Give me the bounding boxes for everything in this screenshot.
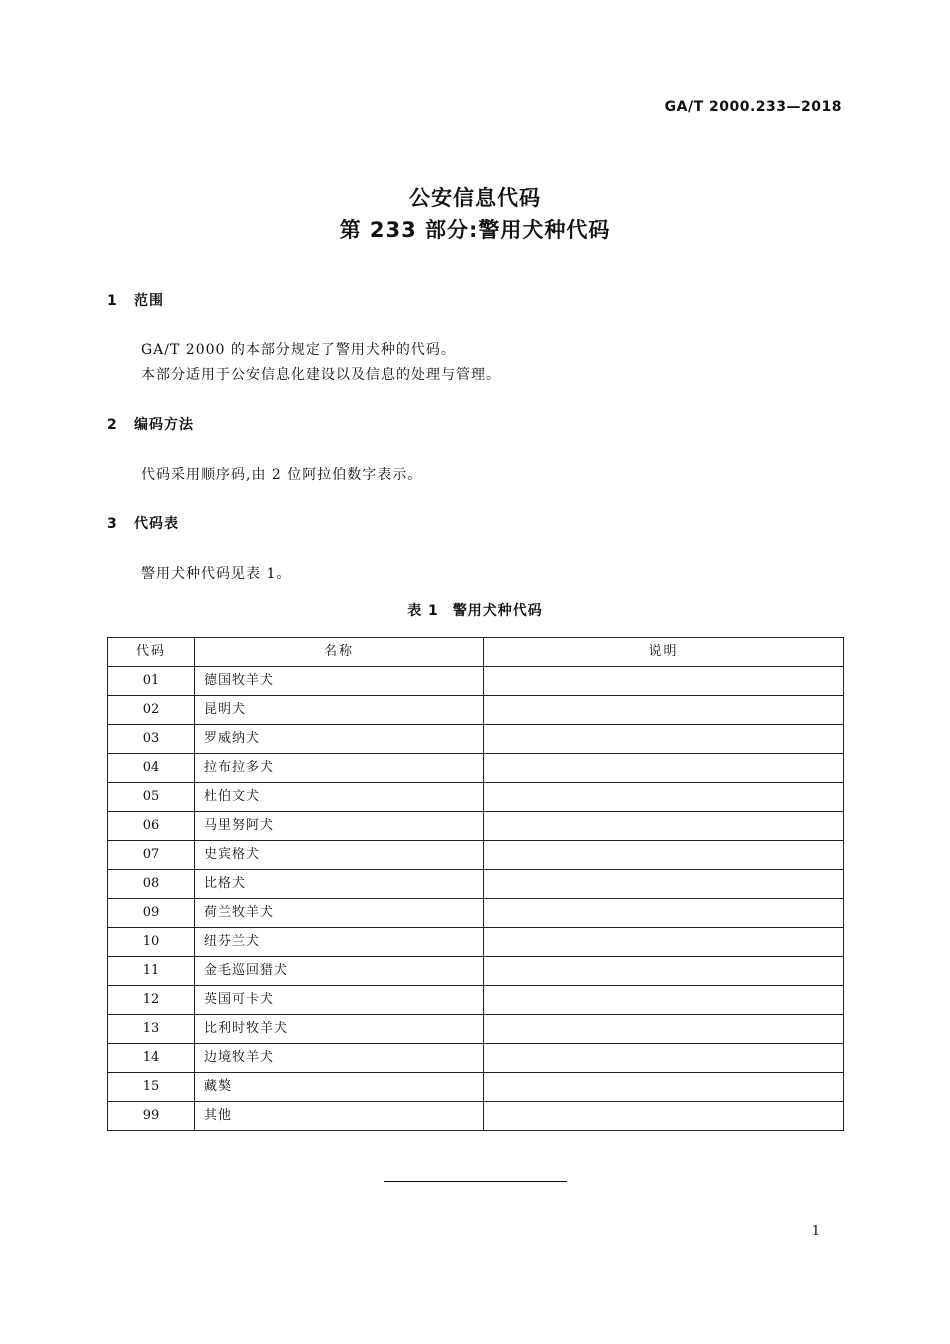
paragraph: GA/T 2000 的本部分规定了警用犬种的代码。 [141, 342, 456, 358]
note-cell [484, 928, 844, 957]
code-cell: 15 [108, 1073, 195, 1102]
document-subtitle: 第 233 部分:警用犬种代码 [339, 218, 611, 242]
code-cell: 13 [108, 1015, 195, 1044]
table-row [108, 1015, 844, 1044]
note-cell [484, 1102, 844, 1131]
header-name: 名称 [195, 638, 484, 667]
table-row [108, 899, 844, 928]
code-cell: 99 [108, 1102, 195, 1131]
code-cell: 14 [108, 1044, 195, 1073]
header-code: 代码 [108, 638, 195, 667]
name-cell: 罗威纳犬 [195, 725, 484, 754]
code-cell: 11 [108, 957, 195, 986]
header-note: 说明 [484, 638, 844, 667]
code-cell: 09 [108, 899, 195, 928]
name-cell: 马里努阿犬 [195, 812, 484, 841]
section-heading-code-table [107, 513, 179, 533]
table-row [108, 725, 844, 754]
table-row [108, 1102, 844, 1131]
table-row [108, 696, 844, 725]
code-cell: 12 [108, 986, 195, 1015]
code-cell: 01 [108, 667, 195, 696]
name-cell: 史宾格犬 [195, 841, 484, 870]
name-cell: 杜伯文犬 [195, 783, 484, 812]
name-cell: 昆明犬 [195, 696, 484, 725]
name-cell: 荷兰牧羊犬 [195, 899, 484, 928]
note-cell [484, 1073, 844, 1102]
note-cell [484, 783, 844, 812]
code-cell: 04 [108, 754, 195, 783]
paragraph: 警用犬种代码见表 1。 [141, 566, 292, 582]
note-cell [484, 1044, 844, 1073]
note-cell [484, 899, 844, 928]
table-body [108, 667, 844, 1131]
table-row [108, 986, 844, 1015]
code-cell: 06 [108, 812, 195, 841]
name-cell: 拉布拉多犬 [195, 754, 484, 783]
paragraph: 代码采用顺序码,由 2 位阿拉伯数字表示。 [141, 467, 423, 483]
section-title: 代码表 [134, 516, 179, 532]
code-cell: 10 [108, 928, 195, 957]
name-cell: 比利时牧羊犬 [195, 1015, 484, 1044]
section-number: 2 [107, 417, 118, 433]
table-row [108, 928, 844, 957]
standard-code: GA/T 2000.233—2018 [664, 99, 842, 115]
name-cell: 其他 [195, 1102, 484, 1131]
note-cell [484, 696, 844, 725]
name-cell: 比格犬 [195, 870, 484, 899]
page-number: 1 [811, 1224, 820, 1239]
note-cell [484, 870, 844, 899]
code-cell: 08 [108, 870, 195, 899]
table-header-row [108, 638, 844, 667]
note-cell [484, 957, 844, 986]
table-caption [0, 600, 950, 620]
table-row [108, 957, 844, 986]
code-cell: 03 [108, 725, 195, 754]
note-cell [484, 754, 844, 783]
name-cell: 英国可卡犬 [195, 986, 484, 1015]
code-cell: 02 [108, 696, 195, 725]
note-cell [484, 1015, 844, 1044]
name-cell: 纽芬兰犬 [195, 928, 484, 957]
note-cell [484, 986, 844, 1015]
table-row [108, 841, 844, 870]
table-row [108, 1073, 844, 1102]
name-cell: 藏獒 [195, 1073, 484, 1102]
table-row [108, 1044, 844, 1073]
section-title: 编码方法 [134, 417, 194, 433]
section-title: 范围 [134, 293, 164, 309]
table-caption-label: 表 1 [407, 603, 439, 619]
document-title: 公安信息代码 [409, 186, 541, 210]
end-rule [384, 1181, 567, 1182]
name-cell: 边境牧羊犬 [195, 1044, 484, 1073]
table-row [108, 667, 844, 696]
table-row [108, 812, 844, 841]
paragraph: 本部分适用于公安信息化建设以及信息的处理与管理。 [141, 367, 501, 383]
section-heading-coding-method [107, 414, 194, 434]
dog-breed-code-table [107, 637, 844, 1131]
section-number: 1 [107, 293, 118, 309]
note-cell [484, 841, 844, 870]
code-cell: 07 [108, 841, 195, 870]
note-cell [484, 667, 844, 696]
code-cell: 05 [108, 783, 195, 812]
table-caption-title: 警用犬种代码 [452, 603, 543, 619]
table-row [108, 754, 844, 783]
table-row [108, 870, 844, 899]
note-cell [484, 725, 844, 754]
table-row [108, 783, 844, 812]
section-heading-scope [107, 290, 164, 310]
name-cell: 德国牧羊犬 [195, 667, 484, 696]
note-cell [484, 812, 844, 841]
section-number: 3 [107, 516, 118, 532]
name-cell: 金毛巡回猎犬 [195, 957, 484, 986]
